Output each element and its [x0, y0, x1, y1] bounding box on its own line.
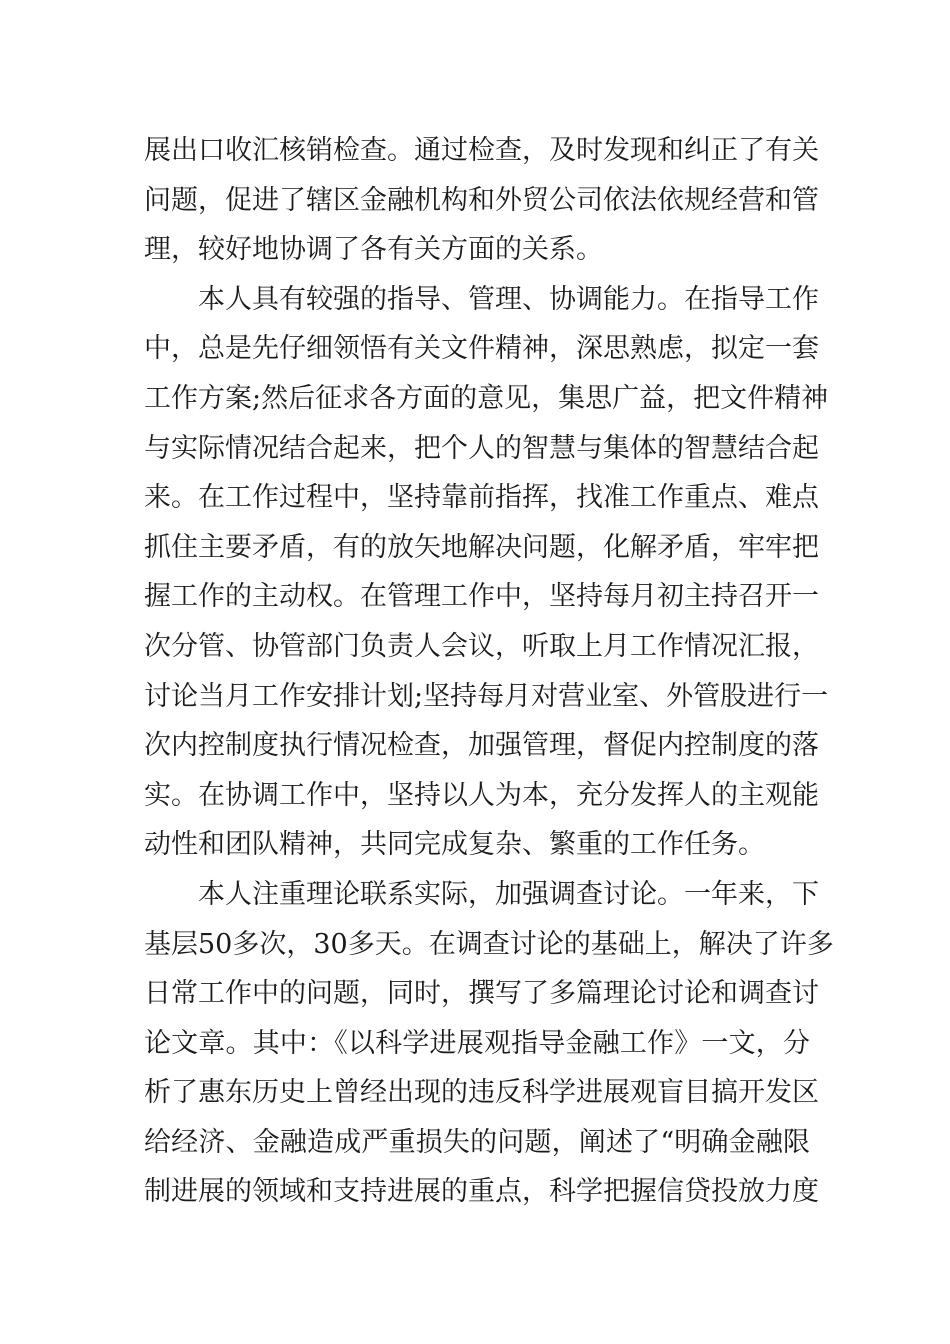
text-line: 次内控制度执行情况检查，加强管理，督促内控制度的落 — [144, 730, 819, 762]
text-line: 析了惠东历史上曾经出现的违反科学进展观盲目搞开发区 — [144, 1077, 819, 1109]
text-line: 问题，促进了辖区金融机构和外贸公司依法依规经营和管 — [144, 184, 819, 216]
text-line: 实。在协调工作中，坚持以人为本，充分发挥人的主观能 — [144, 779, 819, 811]
text-line: 抓住主要矛盾，有的放矢地解决问题，化解矛盾，牢牢把 — [144, 531, 819, 563]
text-line: 基层50多次，30多天。在调查讨论的基础上，解决了许多 — [144, 928, 834, 960]
text-line: 握工作的主动权。在管理工作中，坚持每月初主持召开一 — [144, 581, 819, 613]
text-line: 制进展的领域和支持进展的重点，科学把握信贷投放力度 — [144, 1176, 819, 1208]
text-line: 次分管、协管部门负责人会议，听取上月工作情况汇报， — [144, 630, 819, 662]
text-line: 日常工作中的问题，同时，撰写了多篇理论讨论和调查讨 — [144, 978, 819, 1010]
text-line: 讨论当月工作安排计划;坚持每月对营业室、外管股进行一 — [144, 680, 829, 712]
text-line: 与实际情况结合起来，把个人的智慧与集体的智慧结合起 — [144, 432, 819, 464]
body-text — [144, 126, 834, 1217]
paragraph-first-line: 本人注重理论联系实际，加强调查讨论。一年来，下 — [198, 878, 819, 910]
text-line: 论文章。其中：《以科学进展观指导金融工作》一文，分 — [144, 1027, 810, 1059]
paragraph-first-line: 本人具有较强的指导、管理、协调能力。在指导工作 — [198, 283, 819, 315]
text-line: 给经济、金融造成严重损失的问题，阐述了“明确金融限 — [144, 1126, 810, 1158]
text-line: 理，较好地协调了各有关方面的关系。 — [144, 234, 603, 266]
text-line: 来。在工作过程中，坚持靠前指挥，找准工作重点、难点 — [144, 482, 819, 514]
text-line: 工作方案;然后征求各方面的意见，集思广益，把文件精神 — [144, 382, 829, 414]
text-line: 中，总是先仔细领悟有关文件精神，深思熟虑，拟定一套 — [144, 333, 819, 365]
text-line: 展出口收汇核销检查。通过检查，及时发现和纠正了有关 — [144, 135, 819, 166]
text-line: 动性和团队精神，共同完成复杂、繁重的工作任务。 — [144, 829, 765, 861]
